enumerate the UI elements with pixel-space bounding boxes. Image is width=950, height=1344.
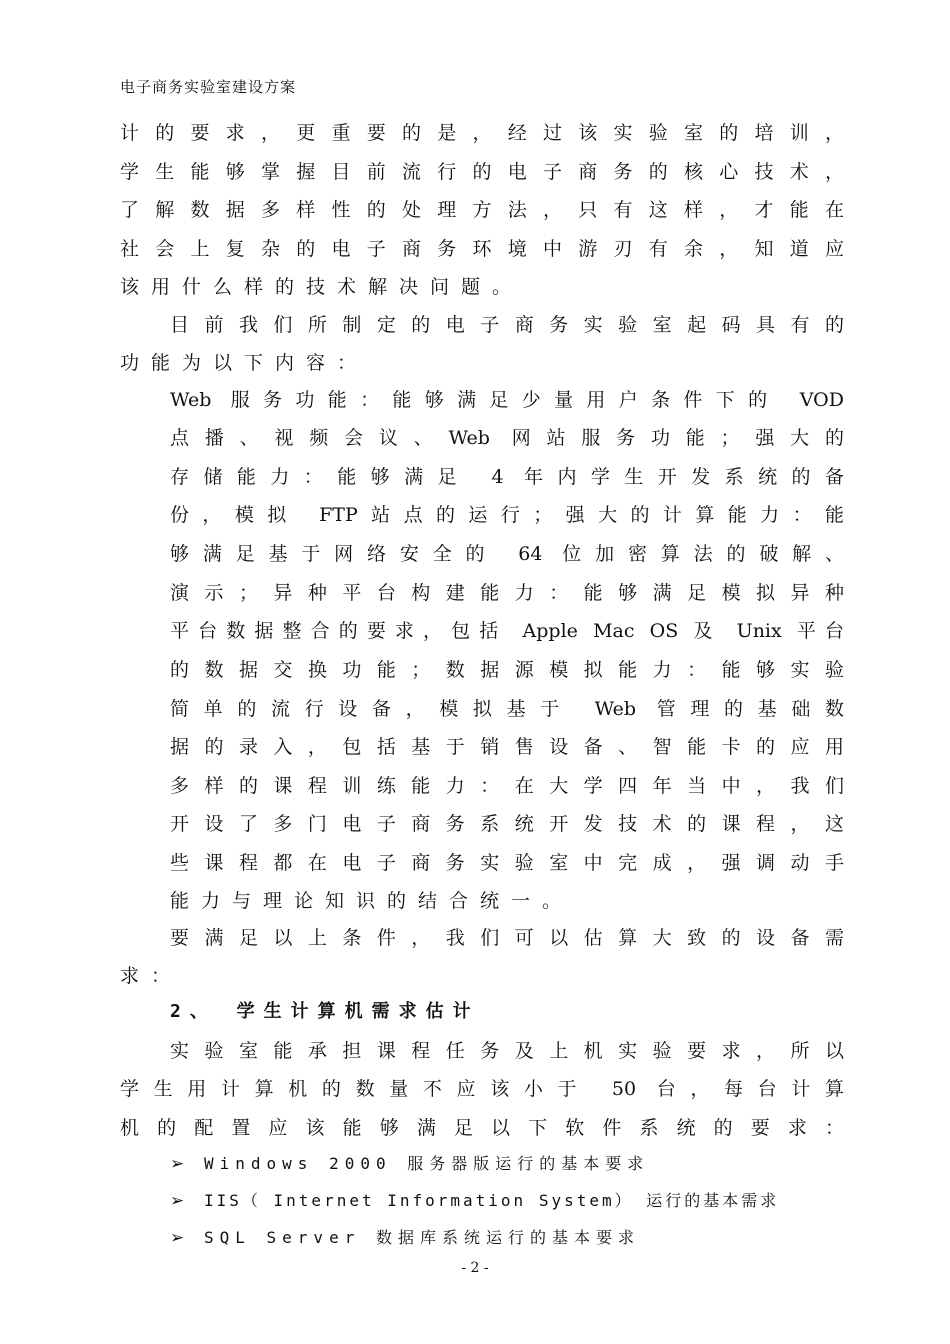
list-item — [170, 1152, 649, 1176]
list-item-text: SQL Server 数据库系统运行的基本要求 — [204, 1228, 640, 1247]
list-item-text: Windows 2000 服务器版运行的基本要求 — [204, 1154, 650, 1173]
paragraph-line: 够满足基于网络安全的 64 位加密算法的破解、 — [170, 543, 844, 565]
document-header: 电子商务实验室建设方案 — [120, 78, 297, 96]
paragraph-line: 份，模拟 FTP站点的运行；强大的计算能力：能 — [170, 504, 844, 526]
paragraph-line: 实验室能承担课程任务及上机实验要求，所以 — [170, 1040, 844, 1062]
paragraph-line: 存储能力：能够满足 4 年内学生开发系统的备 — [170, 466, 844, 488]
paragraph-line: 多样的课程训练能力：在大学四年当中，我们 — [170, 775, 844, 797]
paragraph-line: 该用什么样的技术解决问题。 — [120, 276, 524, 298]
paragraph-line: 求： — [120, 965, 183, 987]
paragraph-line: 社会上复杂的电子商务环境中游刃有余，知道应 — [120, 238, 844, 260]
paragraph-line: 开设了多门电子商务系统开发技术的课程，这 — [170, 813, 844, 835]
paragraph-line: 要满足以上条件，我们可以估算大致的设备需 — [170, 927, 844, 949]
paragraph-line: 据的录入，包括基于销售设备、智能卡的应用 — [170, 736, 844, 758]
paragraph-line: Web 服务功能：能够满足少量用户条件下的 VOD — [170, 389, 844, 411]
arrow-bullet-icon: ➢ — [170, 1191, 185, 1211]
list-item — [170, 1189, 779, 1213]
list-item-text: IIS（ Internet Information System） 运行的基本需求 — [204, 1191, 780, 1210]
paragraph-line: 些课程都在电子商务实验室中完成，强调动手 — [170, 852, 844, 874]
paragraph-line: 学生用计算机的数量不应该小于 50 台，每台计算 — [120, 1078, 844, 1100]
paragraph-line: 机的配置应该能够满足以下软件系统的要求： — [120, 1117, 844, 1139]
section-heading: 2、 学生计算机需求估计 — [170, 1001, 480, 1022]
paragraph-line: 计的要求，更重要的是，经过该实验室的培训， — [120, 122, 844, 144]
paragraph-line: 平台数据整合的要求，包括 Apple Mac OS 及 Unix 平台 — [170, 620, 844, 642]
arrow-bullet-icon: ➢ — [170, 1228, 185, 1248]
paragraph-line: 目前我们所制定的电子商务实验室起码具有的 — [170, 314, 844, 336]
list-item — [170, 1226, 640, 1250]
paragraph-line: 演示；异种平台构建能力：能够满足模拟异种 — [170, 582, 844, 604]
paragraph-line: 点播、视频会议、Web 网站服务功能；强大的 — [170, 427, 844, 449]
paragraph-line: 学生能够掌握目前流行的电子商务的核心技术， — [120, 161, 844, 183]
arrow-bullet-icon: ➢ — [170, 1154, 185, 1174]
paragraph-line: 的数据交换功能；数据源模拟能力：能够实验 — [170, 659, 844, 681]
paragraph-line: 功能为以下内容： — [120, 352, 369, 374]
page-number: - 2 - — [461, 1260, 489, 1276]
paragraph-line: 了解数据多样性的处理方法，只有这样，才能在 — [120, 199, 844, 221]
paragraph-line: 能力与理论知识的结合统一。 — [170, 890, 574, 912]
paragraph-line: 简单的流行设备，模拟基于 Web 管理的基础数 — [170, 698, 844, 720]
